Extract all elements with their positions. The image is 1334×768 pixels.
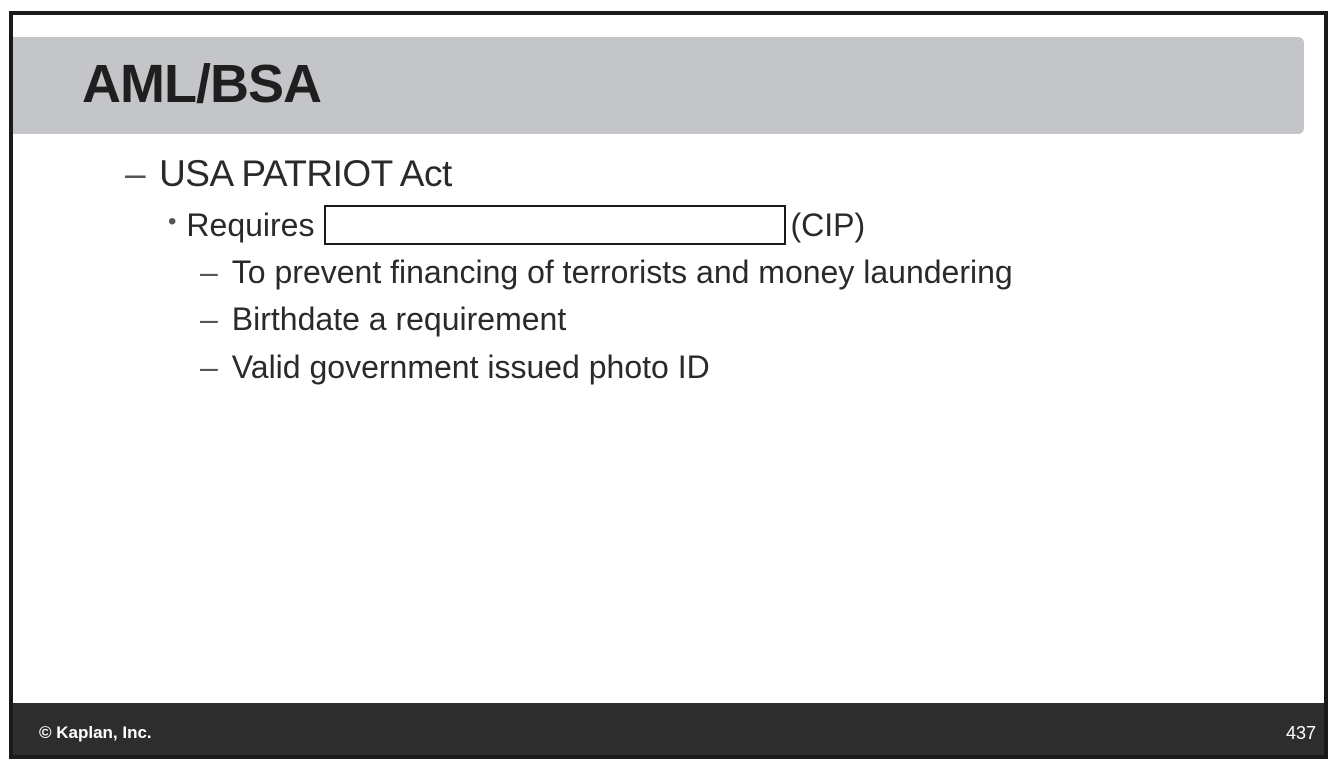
bullet-level1 — [125, 153, 452, 195]
bullet-marker: • — [168, 208, 177, 235]
dash-marker: – — [125, 153, 146, 194]
cip-text: (CIP) — [790, 206, 866, 243]
dash-marker: – — [200, 349, 218, 385]
bullet-text: USA PATRIOT Act — [159, 153, 452, 194]
dash-marker: – — [200, 254, 218, 290]
page-number: 437 — [1285, 723, 1316, 743]
requires-text: Requires — [186, 206, 315, 243]
sub-bullet — [200, 254, 1013, 291]
dash-marker: – — [200, 301, 218, 337]
footer-bar — [13, 703, 1324, 755]
sub-bullet-text: Valid government issued photo ID — [231, 349, 710, 385]
title-bar — [13, 37, 1304, 134]
bullet-level2 — [168, 205, 865, 245]
sub-bullet — [200, 349, 710, 386]
copyright-text: © Kaplan, Inc. — [39, 723, 152, 742]
sub-bullet-text: Birthdate a requirement — [231, 301, 567, 337]
fill-in-blank-box[interactable] — [324, 205, 786, 245]
sub-bullet-text: To prevent financing of terrorists and money laundering — [231, 254, 1013, 290]
slide-title: AML/BSA — [82, 54, 321, 114]
sub-bullet — [200, 301, 566, 338]
slide — [9, 11, 1328, 759]
